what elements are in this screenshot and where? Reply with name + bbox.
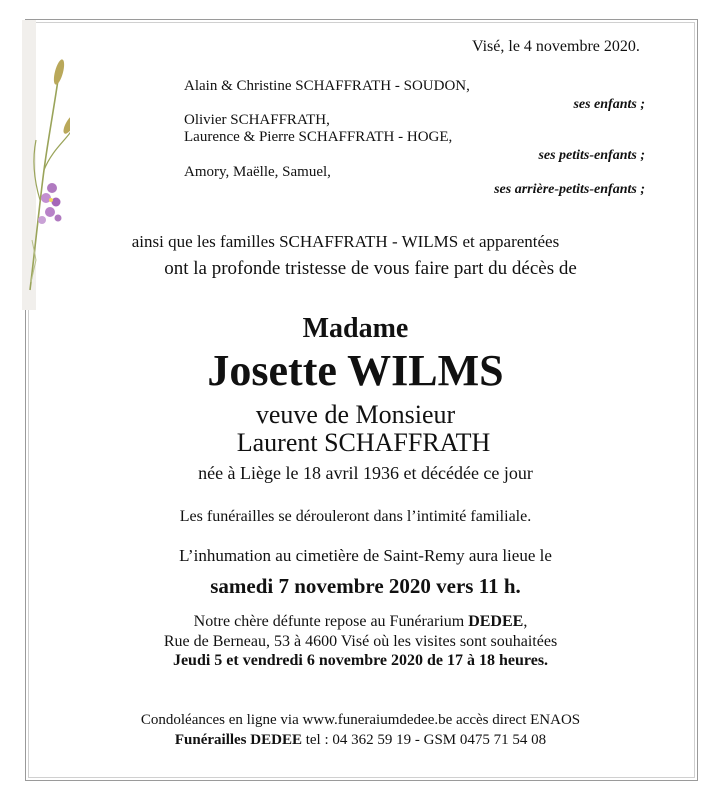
phone-numbers: tel : 04 362 59 19 - GSM 0475 71 54 08 [301, 732, 547, 748]
grandchildren-line-1: Olivier SCHAFFRATH, [184, 112, 330, 128]
footer-contact [5, 732, 711, 749]
funeral-datetime: samedi 7 novembre 2020 vers 11 h. [210, 574, 521, 598]
visits-line-2: Rue de Berneau, 53 à 4600 Visé où les visites sont souhaitées [163, 633, 558, 650]
birth-death-line: née à Liège le 18 avril 1936 et décédée ce jour [198, 463, 533, 483]
condolences-line: Condoléances en ligne via www.funeraiumdedee.be accès direct ENAOS [140, 712, 581, 728]
company-name: Funérailles DEDEE [174, 732, 302, 748]
visits-line-1 [5, 613, 711, 631]
widow-line: veuve de Monsieur [255, 400, 456, 429]
deceased-title: Madame [302, 313, 409, 344]
children-names: Alain & Christine SCHAFFRATH - SOUDON, [184, 78, 470, 94]
spouse-name: Laurent SCHAFFRATH [236, 428, 491, 457]
visits-line-1-prefix: Notre chère défunte repose au Funérarium [193, 613, 469, 630]
place-date: Visé, le 4 novembre 2020. [472, 38, 640, 55]
announce-line-1: ainsi que les familles SCHAFFRATH - WILMS et apparentées [131, 232, 560, 251]
burial-line: L’inhumation au cimetière de Saint-Remy aura lieue le [179, 546, 552, 565]
children-label: ses enfants ; [573, 97, 645, 112]
announce-line-2: ont la profonde tristesse de vous faire part du décès de [164, 258, 577, 279]
great-grandchildren-label: ses arrière-petits-enfants ; [494, 182, 645, 197]
great-grandchildren-names: Amory, Maëlle, Samuel, [184, 164, 331, 180]
deceased-name: Josette WILMS [207, 346, 504, 395]
visits-line-1-suffix: , [523, 613, 528, 630]
grandchildren-label: ses petits-enfants ; [538, 148, 645, 163]
funeral-intimacy: Les funérailles se dérouleront dans l’intimité familiale. [179, 508, 532, 525]
visits-line-3: Jeudi 5 et vendredi 6 novembre 2020 de 17 à 18 heures. [172, 652, 549, 669]
funerarium-name: DEDEE [468, 613, 524, 630]
grandchildren-line-2: Laurence & Pierre SCHAFFRATH - HOGE, [184, 129, 453, 145]
